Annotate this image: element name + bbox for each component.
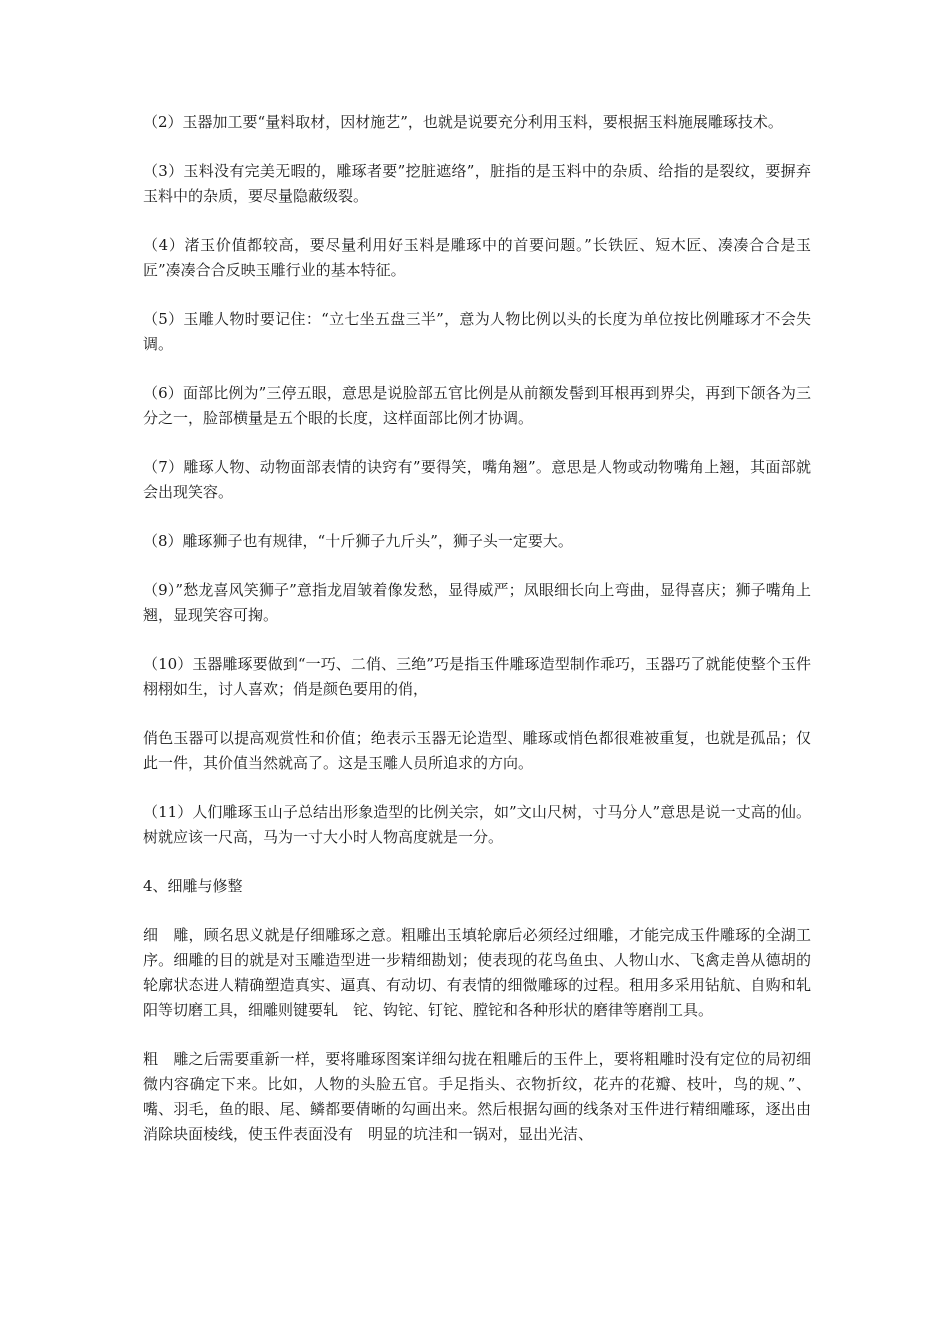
paragraph-10-continued: 俏色玉器可以提高观赏性和价值；绝表示玉器无论造型、雕琢或悄色都很难被重复，也就是孤品；仅此一件，其价值当然就高了。这是玉雕人员所追求的方向。 xyxy=(143,729,811,772)
paragraph-5: （5）玉雕人物时要记住：“立七坐五盘三半”，意为人物比例以头的长度为单位按比例雕琢才不会失调。 xyxy=(143,310,811,353)
paragraph-fine-carving: 细 雕，顾名思义就是仔细雕琢之意。粗雕出玉填轮廓后必须经过细雕，才能完成玉件雕琢的全湖工序。细雕的目的就是对玉雕造型进一步精细勘划；使表现的花鸟鱼虫、人物山水、飞禽走兽从德胡的轮廓状态进人精确塑造真实、逼真、有动切、有表情的细微雕琢的过程。租用多采用钻航、自购和轧阳等切磨工具，细雕则键要轧 铊、钩铊、钉铊、膛铊和各种形状的磨律等磨削工具。 xyxy=(143,926,811,1019)
paragraph-7: （7）雕琢人物、动物面部表情的诀窍有”要得笑，嘴角翘”。意思是人物或动物嘴角上翘，其面部就会出现笑容。 xyxy=(143,458,811,501)
paragraph-6: （6）面部比例为”三停五眼，意思是说脸部五官比例是从前额发髻到耳根再到界尖，再到下颌各为三分之一，脸部横量是五个眼的长度，这样面部比例才协调。 xyxy=(143,384,811,427)
paragraph-8: （8）雕琢狮子也有规律，“十斤狮子九斤头”，狮子头一定要大。 xyxy=(143,532,573,550)
document-body xyxy=(143,110,811,1171)
paragraph-3: （3）玉料没有完美无暇的，雕琢者要”挖脏遮络”，脏指的是玉料中的杂质、给指的是裂纹，要摒弃玉料中的杂质，要尽量隐蔽级裂。 xyxy=(143,162,811,205)
paragraph-rough-carving: 粗 雕之后需要重新一样，要将雕琢图案详细勾拢在粗雕后的玉件上，要将粗雕时没有定位的局初细微内容确定下来。比如，人物的头脸五官。手足指头、衣物折纹，花卉的花瓣、枝叶，鸟的规、”、嘴、羽毛，鱼的眼、尾、鳞都要倩晰的勾画出来。然后根据勾画的线条对玉件进行精细雕琢，逐出由消除块面棱线，使玉件表面没有 明显的坑洼和一锅对，显出光洁、 xyxy=(143,1050,811,1143)
paragraph-4: （4）渚玉价值都较高，要尽量利用好玉料是雕琢中的首要问题。”长铁匠、短木匠、凑凑合合是玉匠”凑凑合合反映玉雕行业的基本特征。 xyxy=(143,236,811,279)
paragraph-2: （2）玉器加工要“量料取材，因材施艺”，也就是说要充分利用玉料，要根据玉料施展雕琢技术。 xyxy=(143,113,783,131)
paragraph-11: （11）人们雕琢玉山子总结出形象造型的比例关宗，如”文山尺树，寸马分人”意思是说一丈高的仙。树就应该一尺高，马为一寸大小时人物高度就是一分。 xyxy=(143,803,811,846)
paragraph-9: （9）”愁龙喜风笑狮子”意指龙眉皱着像发愁，显得威严；凤眼细长向上弯曲，显得喜庆；狮子嘴角上翘，显现笑容可掬。 xyxy=(143,581,811,624)
section-heading: 4、细雕与修整 xyxy=(143,877,243,895)
paragraph-10: （10）玉器雕琢要做到“一巧、二俏、三绝”巧是指玉件雕琢造型制作乖巧，玉器巧了就能使整个玉件栩栩如生，讨人喜欢；俏是颜色要用的俏， xyxy=(143,655,811,698)
